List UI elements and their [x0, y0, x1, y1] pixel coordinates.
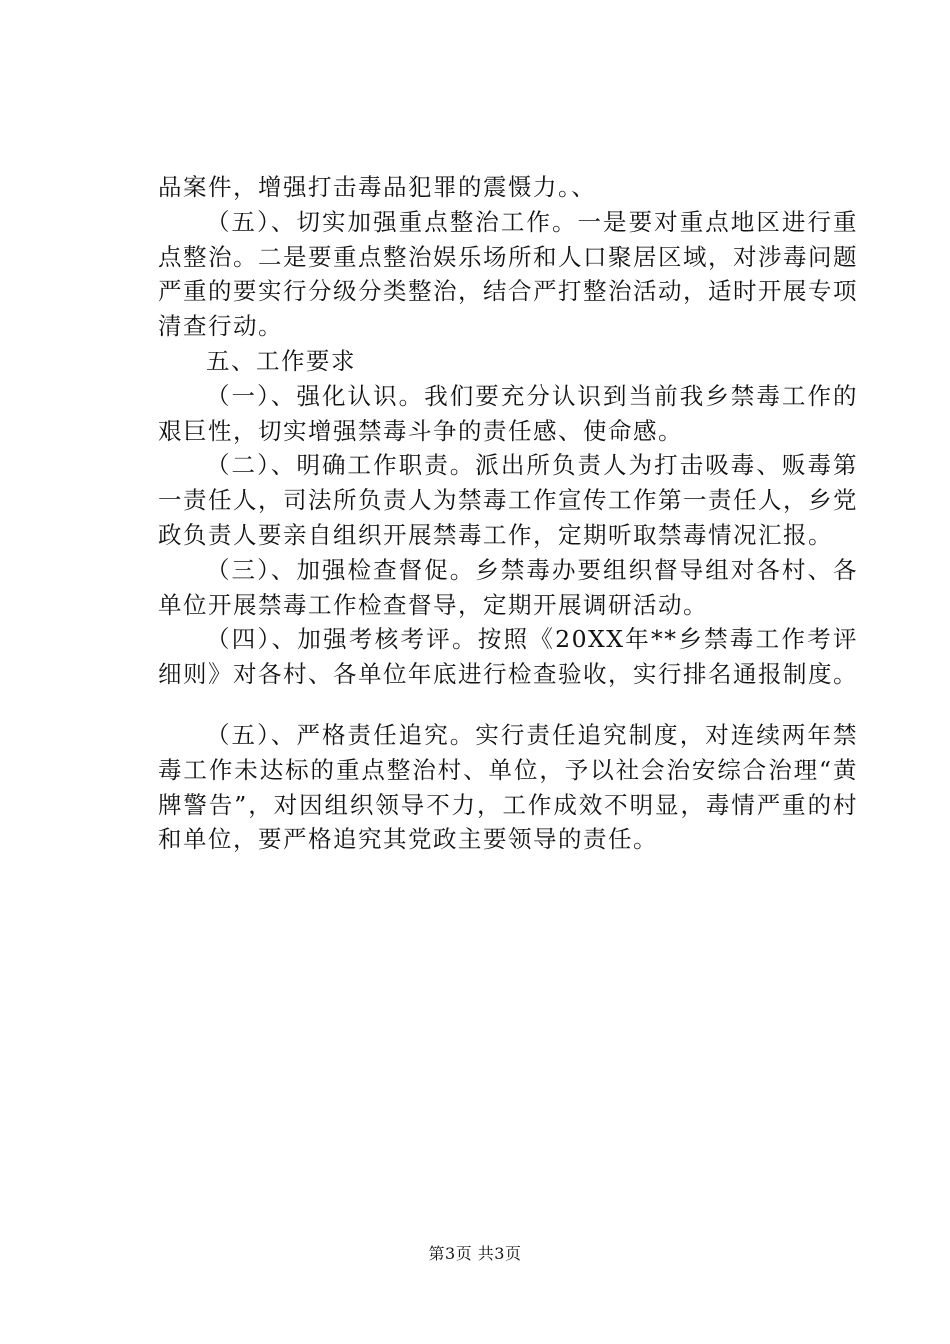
paragraph-inspection-supervision: （三）、加强检查督促。乡禁毒办要组织督导组对各村、各单位开展禁毒工作检查督导，定期开展调研活动。 [158, 555, 858, 619]
paragraph-key-rectification: （五）、切实加强重点整治工作。一是要对重点地区进行重点整治。二是要重点整治娱乐场所和人口聚居区域，对涉毒问题严重的要实行分级分类整治，结合严打整治活动，适时开展专项清查行动。 [158, 207, 858, 341]
paragraph-clarify-duties: （二）、明确工作职责。派出所负责人为打击吸毒、贩毒第一责任人，司法所负责人为禁毒工作宣传工作第一责任人，乡党政负责人要亲自组织开展禁毒工作，定期听取禁毒情况汇报。 [158, 451, 858, 549]
paragraph-strengthen-awareness: （一）、强化认识。我们要充分认识到当前我乡禁毒工作的艰巨性，切实增强禁毒斗争的责任感、使命感。 [158, 381, 858, 445]
paragraph-continuation: 品案件，增强打击毒品犯罪的震慑力。、 [158, 173, 597, 201]
page-number-footer: 第3页 共3页 [428, 1244, 522, 1263]
section-heading-work-requirements: 五、工作要求 [206, 346, 356, 375]
document-body [158, 170, 858, 857]
paragraph-assessment-evaluation: （四）、加强考核考评。按照《20XX年**乡禁毒工作考评细则》对各村、各单位年底进行检查验收，实行排名通报制度。 [158, 625, 858, 689]
paragraph-accountability: （五）、严格责任追究。实行责任追究制度，对连续两年禁毒工作未达标的重点整治村、单位，予以社会治安综合治理“黄牌警告”，对因组织领导不力，工作成效不明显，毒情严重的村和单位，要严格追究其党政主要领导的责任。 [158, 720, 858, 854]
